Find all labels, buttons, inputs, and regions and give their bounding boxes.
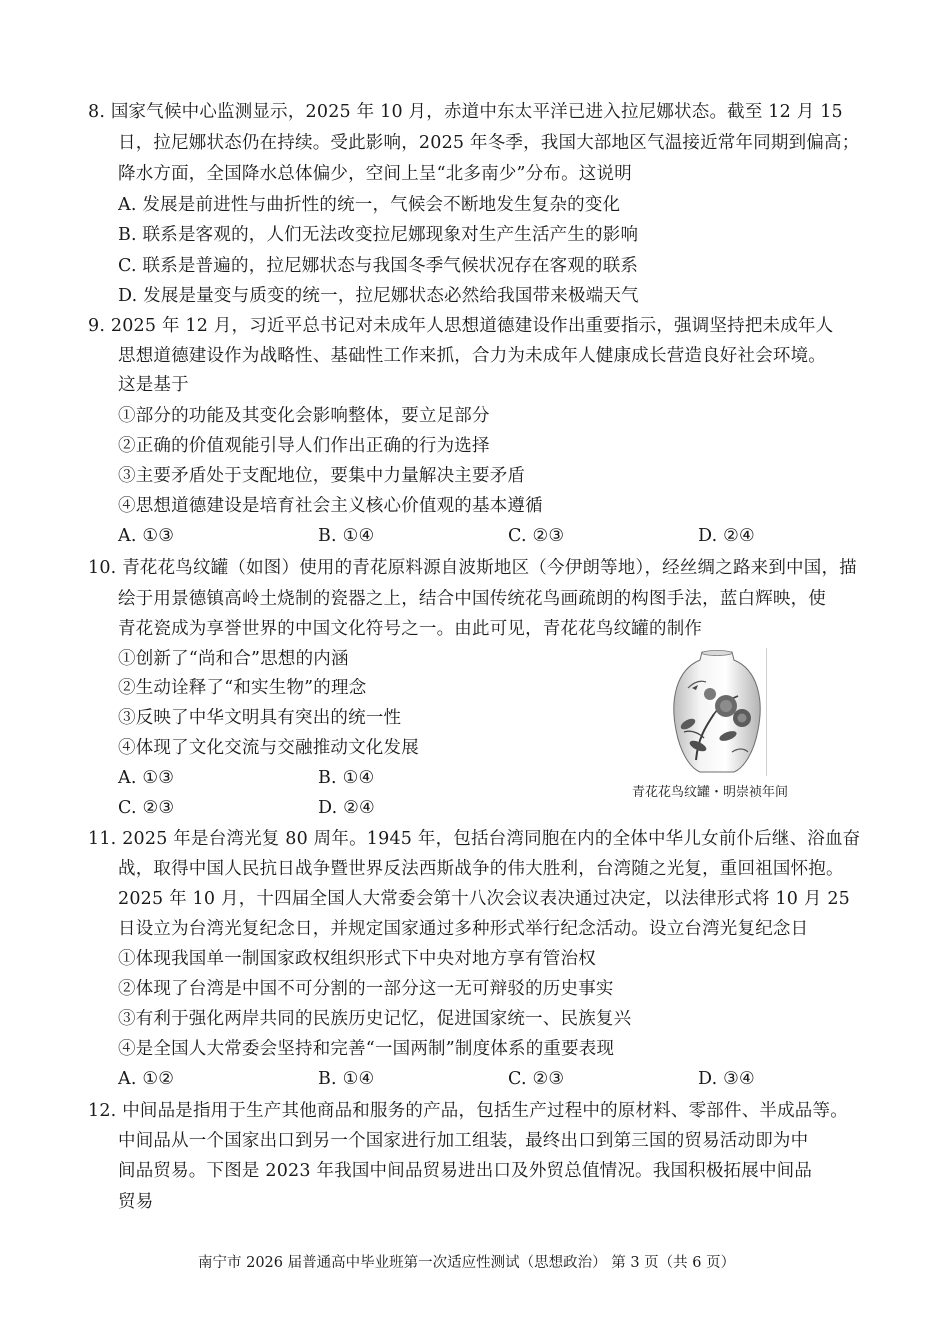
vase-image [668, 648, 766, 776]
q9-item-2: ②正确的价值观能引导人们作出正确的行为选择 [118, 436, 490, 456]
q8-option-b: B. 联系是客观的，人们无法改变拉尼娜现象对生产生活产生的影响 [118, 225, 639, 245]
q12-stem-line-2: 中间品从一个国家出口到另一个国家进行加工组装，最终出口到第三国的贸易活动即为中 [118, 1131, 809, 1151]
q10-item-2: ②生动诠释了“和实生物”的理念 [118, 678, 367, 698]
q10-stem-line-1: 10. 青花花鸟纹罐（如图）使用的青花原料源自波斯地区（今伊朗等地），经丝绸之路来到中国，描 [88, 558, 857, 578]
q9-stem-line-1: 9. 2025 年 12 月，习近平总书记对未成年人思想道德建设作出重要指示，强调坚持把未成年人 [88, 316, 834, 336]
q11-item-2: ②体现了台湾是中国不可分割的一部分这一无可辩驳的历史事实 [118, 979, 614, 999]
page-footer: 南宁市 2026 届普通高中毕业班第一次适应性测试（思想政治） 第 3 页（共 6 页） [198, 1255, 736, 1271]
vase-illustration [668, 648, 767, 776]
q12-stem-line-1: 12. 中间品是指用于生产其他商品和服务的产品，包括生产过程中的原材料、零部件、半成品等。 [88, 1101, 848, 1121]
q9-option-c: C. ②③ [508, 526, 565, 546]
q11-option-b: B. ①④ [318, 1069, 375, 1089]
q10-stem-line-3: 青花瓷成为享誉世界的中国文化符号之一。由此可见，青花花鸟纹罐的制作 [118, 619, 703, 639]
q10-option-c: C. ②③ [118, 798, 175, 818]
q11-stem-line-3: 2025 年 10 月，十四届全国人大常委会第十八次会议表决通过决定，以法律形式将 10 月 25 [118, 889, 851, 909]
q11-item-4: ④是全国人大常委会坚持和完善“一国两制”制度体系的重要表现 [118, 1039, 615, 1059]
q9-option-b: B. ①④ [318, 526, 375, 546]
q10-item-3: ③反映了中华文明具有突出的统一性 [118, 708, 402, 728]
q12-stem-line-4: 贸易 [118, 1192, 154, 1212]
vase-caption: 青花花鸟纹罐・明崇祯年间 [632, 785, 789, 800]
q9-stem-line-3: 这是基于 [118, 375, 189, 395]
q10-option-a: A. ①③ [118, 768, 175, 788]
q8-option-d: D. 发展是量变与质变的统一，拉尼娜状态必然给我国带来极端天气 [118, 286, 639, 306]
q10-option-b: B. ①④ [318, 768, 375, 788]
q9-stem-line-2: 思想道德建设作为战略性、基础性工作来抓，合力为未成年人健康成长营造良好社会环境。 [118, 346, 826, 366]
q11-option-c: C. ②③ [508, 1069, 565, 1089]
q8-option-c: C. 联系是普遍的，拉尼娜状态与我国冬季气候状况存在客观的联系 [118, 256, 639, 276]
q10-item-1: ①创新了“尚和合”思想的内涵 [118, 649, 349, 669]
q9-option-a: A. ①③ [118, 526, 175, 546]
q11-stem-line-2: 战，取得中国人民抗日战争暨世界反法西斯战争的伟大胜利，台湾随之光复，重回祖国怀抱。 [118, 859, 844, 879]
q12-stem-line-3: 间品贸易。下图是 2023 年我国中间品贸易进出口及外贸总值情况。我国积极拓展中间品 [118, 1161, 813, 1181]
q11-stem-line-4: 日设立为台湾光复纪念日，并规定国家通过多种形式举行纪念活动。设立台湾光复纪念日 [118, 919, 809, 939]
q9-item-4: ④思想道德建设是培育社会主义核心价值观的基本遵循 [118, 496, 543, 516]
q8-option-a: A. 发展是前进性与曲折性的统一，气候会不断地发生复杂的变化 [118, 195, 621, 215]
q11-item-3: ③有利于强化两岸共同的民族历史记忆，促进国家统一、民族复兴 [118, 1009, 632, 1029]
q10-option-d: D. ②④ [318, 798, 375, 818]
q11-stem-line-1: 11. 2025 年是台湾光复 80 周年。1945 年，包括台湾同胞在内的全体中华儿女前仆后继、浴血奋 [88, 829, 861, 849]
q11-option-a: A. ①② [118, 1069, 175, 1089]
q11-item-1: ①体现我国单一制国家政权组织形式下中央对地方享有管治权 [118, 949, 596, 969]
q10-stem-line-2: 绘于用景德镇高岭土烧制的瓷器之上，结合中国传统花鸟画疏朗的构图手法，蓝白辉映，使 [118, 589, 826, 609]
q8-stem-line-2: 日，拉尼娜状态仍在持续。受此影响，2025 年冬季，我国大部地区气温接近常年同期到偏高； [118, 133, 860, 153]
q10-item-4: ④体现了文化交流与交融推动文化发展 [118, 738, 419, 758]
q9-item-3: ③主要矛盾处于支配地位，要集中力量解决主要矛盾 [118, 466, 526, 486]
q8-stem-line-1: 8. 国家气候中心监测显示，2025 年 10 月，赤道中东太平洋已进入拉尼娜状态。截至 12 月 15 [88, 102, 843, 122]
q8-stem-line-3: 降水方面，全国降水总体偏少，空间上呈“北多南少”分布。这说明 [118, 164, 632, 184]
q9-item-1: ①部分的功能及其变化会影响整体，要立足部分 [118, 406, 490, 426]
q9-option-d: D. ②④ [698, 526, 755, 546]
q11-option-d: D. ③④ [698, 1069, 755, 1089]
